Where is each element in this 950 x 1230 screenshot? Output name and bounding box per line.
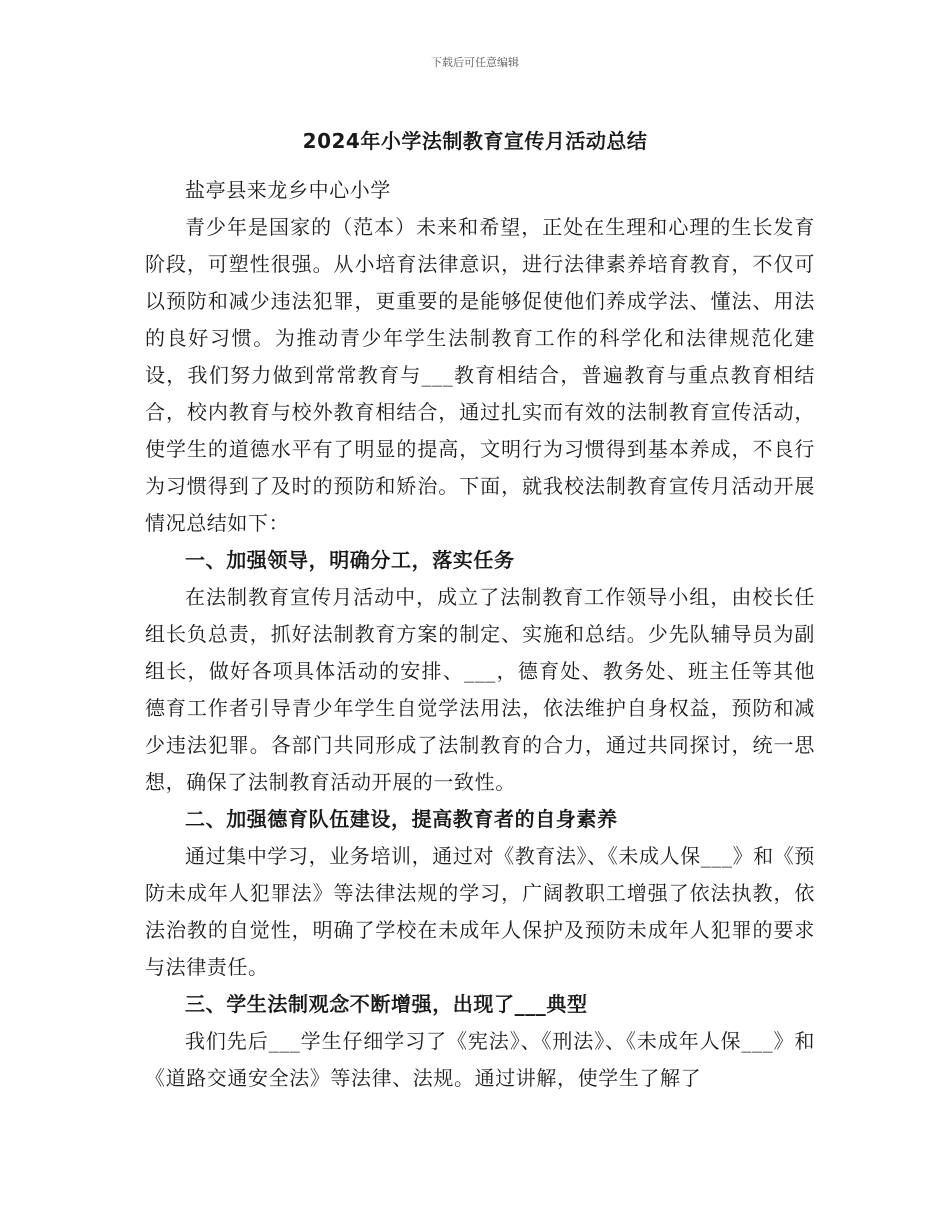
section-2-paragraph: 通过集中学习，业务培训，通过对《教育法》、《未成人保___》和《预防未成年人犯罪法》等法律法规的学习，广阔教职工增强了依法执教，依法治教的自觉性，明确了学校在未成年人保护及预防未成年人犯罪的要求与法律责任。	[145, 844, 815, 979]
school-name: 盐亭县来龙乡中心小学	[185, 178, 391, 202]
section-2-heading: 二、加强德育队伍建设，提高教育者的自身素养	[185, 807, 618, 831]
document-title: 2024年小学法制教育宣传月活动总结	[302, 129, 648, 153]
section-3-paragraph: 我们先后___学生仔细学习了《宪法》、《刑法》、《未成年人保___》和《道路交通安全法》等法律、法规。通过讲解，使学生了解了	[145, 1029, 815, 1090]
section-3-heading: 三、学生法制观念不断增强，出现了___典型	[185, 992, 588, 1016]
page-header-note: 下载后可任意编辑	[431, 56, 519, 69]
document-body	[145, 172, 815, 1097]
section-1-heading: 一、加强领导，明确分工，落实任务	[185, 548, 515, 572]
intro-paragraph: 青少年是国家的（范本）未来和希望，正处在生理和心理的生长发育阶段，可塑性很强。从小培育法律意识，进行法律素养培育教育，不仅可以预防和减少违法犯罪，更重要的是能够促使他们养成学法、懂法、用法的良好习惯。为推动青少年学生法制教育工作的科学化和法律规范化建设，我们努力做到常常教育与___教育相结合，普遍教育与重点教育相结合，校内教育与校外教育相结合，通过扎实而有效的法制教育宣传活动，使学生的道德水平有了明显的提高，文明行为习惯得到基本养成，不良行为习惯得到了及时的预防和矫治。下面，就我校法制教育宣传月活动开展情况总结如下：	[145, 215, 815, 535]
section-1-paragraph: 在法制教育宣传月活动中，成立了法制教育工作领导小组，由校长任组长负总责，抓好法制教育方案的制定、实施和总结。少先队辅导员为副组长，做好各项具体活动的安排、___，德育处、教务处、班主任等其他德育工作者引导青少年学生自觉学法用法，依法维护自身权益，预防和减少违法犯罪。各部门共同形成了法制教育的合力，通过共同探讨，统一思想，确保了法制教育活动开展的一致性。	[145, 585, 815, 794]
